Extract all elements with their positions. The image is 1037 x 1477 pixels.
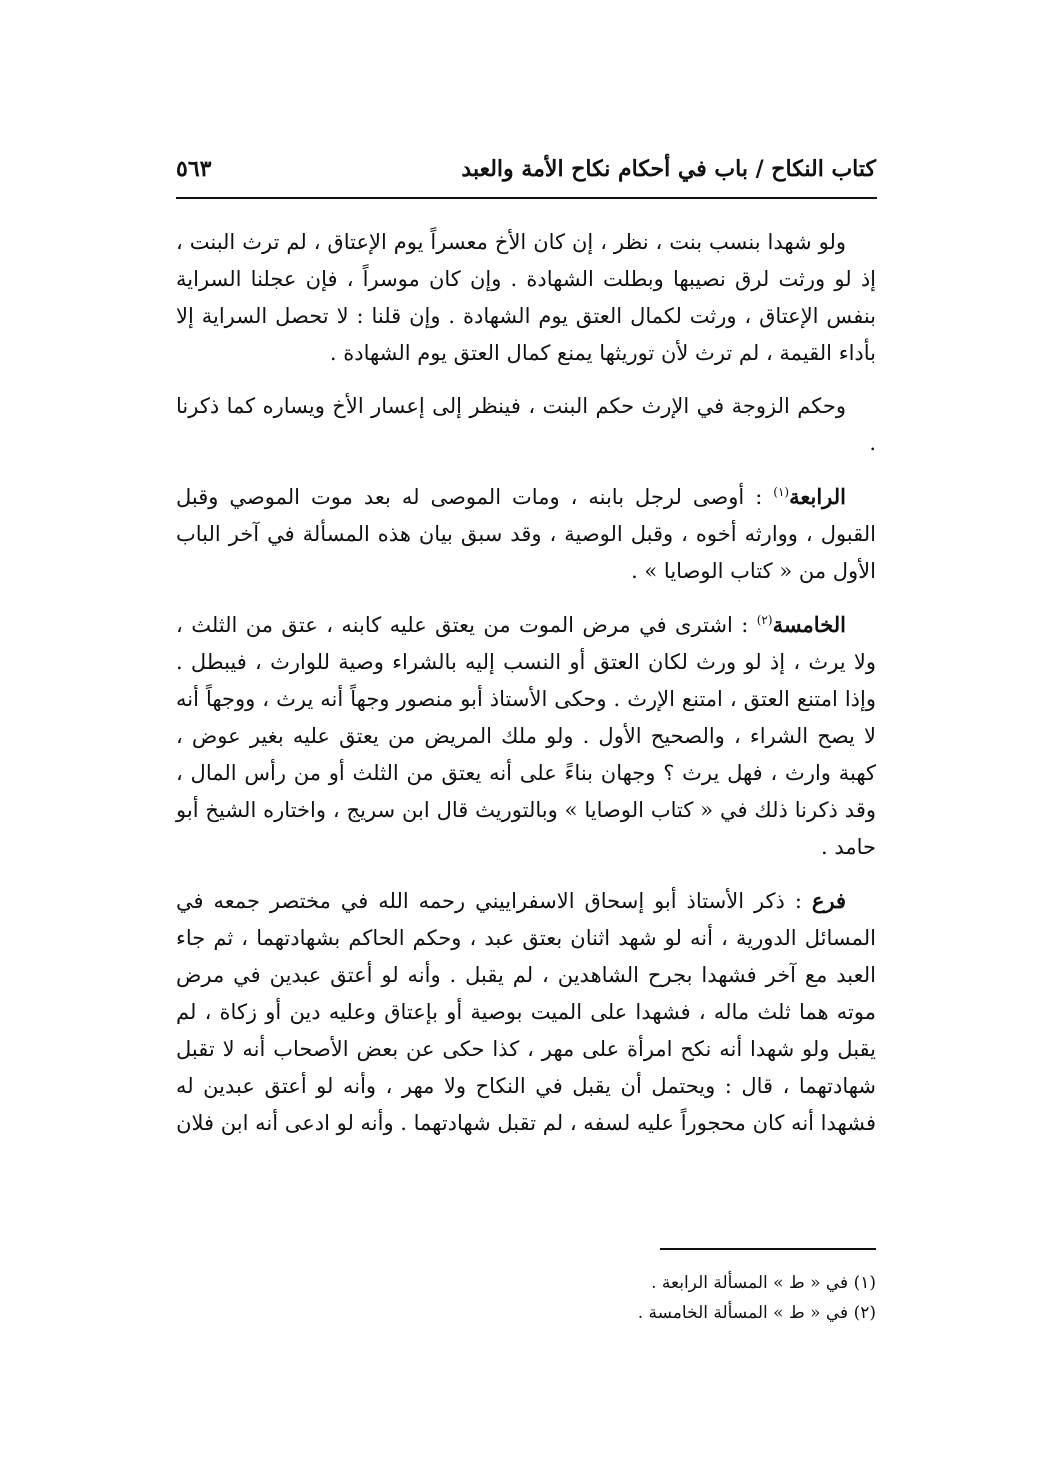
paragraph-text: : اشترى في مرض الموت من يعتق عليه كابنه ، عتق من الثلث ، ولا يرث ، إذ لو ورث لكان العتق أو النسب إليه بالشراء وصية للوارث ، فيبطل . وإذا امتنع العتق ، امتنع الإرث . وحكى الأستاذ أبو منصور وجهاً أنه يرث ، ووجهاً أنه لا يصح الشراء ، والصحيح الأول . ولو ملك المريض من يعتق عليه بغير عوض ، كهبة وارث ، فهل يرث ؟ وجهان بناءً على أنه يعتق من الثلث أو من رأس المال ، وقد ذكرنا ذلك في « كتاب الوصايا » وبالتوريث قال ابن سريج ، واختاره الشيخ أبو حامد . (176, 613, 876, 859)
paragraph-text: وحكم الزوجة في الإرث حكم البنت ، فينظر إلى إعسار الأخ ويساره كما ذكرنا . (176, 394, 876, 455)
running-header (176, 152, 876, 192)
paragraph-1 (176, 224, 876, 372)
main-text (176, 224, 876, 1158)
footnote-ref-1: (١) (773, 485, 790, 499)
paragraph-text: : ذكر الأستاذ أبو إسحاق الاسفراييني رحمه الله في مختصر جمعه في المسائل الدورية ، أنه لو شهد اثنان بعتق عبد ، وحكم الحاكم بشهادتهما ، ثم جاء العبد مع آخر فشهدا بجرح الشاهدين ، لم يقبل . وأنه لو أعتق عبدين في مرض موته هما ثلث ماله ، فشهدا على الميت بوصية أو بإعتاق وعليه دين أو زكاة ، لم يقبل ولو شهدا أنه نكح امرأة على مهر ، كذا حكى عن بعض الأصحاب أنه لا تقبل شهادتهما ، قال : ويحتمل أن يقبل في النكاح ولا مهر ، وأنه لو أعتق عبدين له فشهدا أنه كان محجوراً عليه لسفه ، لم تقبل شهادتهما . وأنه لو ادعى أنه ابن فلان (176, 889, 876, 1135)
section-heading-fourth: الرابعة (789, 484, 846, 509)
paragraph-4 (176, 606, 876, 866)
chapter-title: كتاب النكاح / باب في أحكام نكاح الأمة والعبد (461, 156, 876, 182)
paragraph-text: : أوصى لرجل بابنه ، ومات الموصى له بعد موت الموصي وقبل القبول ، ووارثه أخوه ، وقبل الوصية ، وقد سبق بيان هذه المسألة في آخر الباب الأول من « كتاب الوصايا » . (176, 485, 876, 583)
section-heading-fifth: الخامسة (772, 612, 846, 637)
footnote-2: (٢) في « ط » المسألة الخامسة . (637, 1303, 876, 1323)
paragraph-5 (176, 882, 876, 1142)
footnote-divider (660, 1248, 876, 1250)
paragraph-2 (176, 388, 876, 462)
footnote-1: (١) في « ط » المسألة الرابعة . (651, 1273, 876, 1293)
paragraph-3 (176, 478, 876, 590)
header-divider (176, 197, 877, 199)
branch-heading: فرع (811, 888, 846, 913)
footnote-ref-2: (٢) (756, 613, 773, 627)
paragraph-text: ولو شهدا بنسب بنت ، نظر ، إن كان الأخ معسراً يوم الإعتاق ، لم ترث البنت ، إذ لو ورثت لرق نصيبها وبطلت الشهادة . وإن كان موسراً ، فإن عجلنا السراية بنفس الإعتاق ، ورثت لكمال العتق يوم الشهادة . وإن قلنا : لا تحصل السراية إلا بأداء القيمة ، لم ترث لأن توريثها يمنع كمال العتق يوم الشهادة . (176, 230, 876, 365)
footnotes (176, 1268, 876, 1328)
page-number: ٥٦٣ (176, 156, 212, 182)
